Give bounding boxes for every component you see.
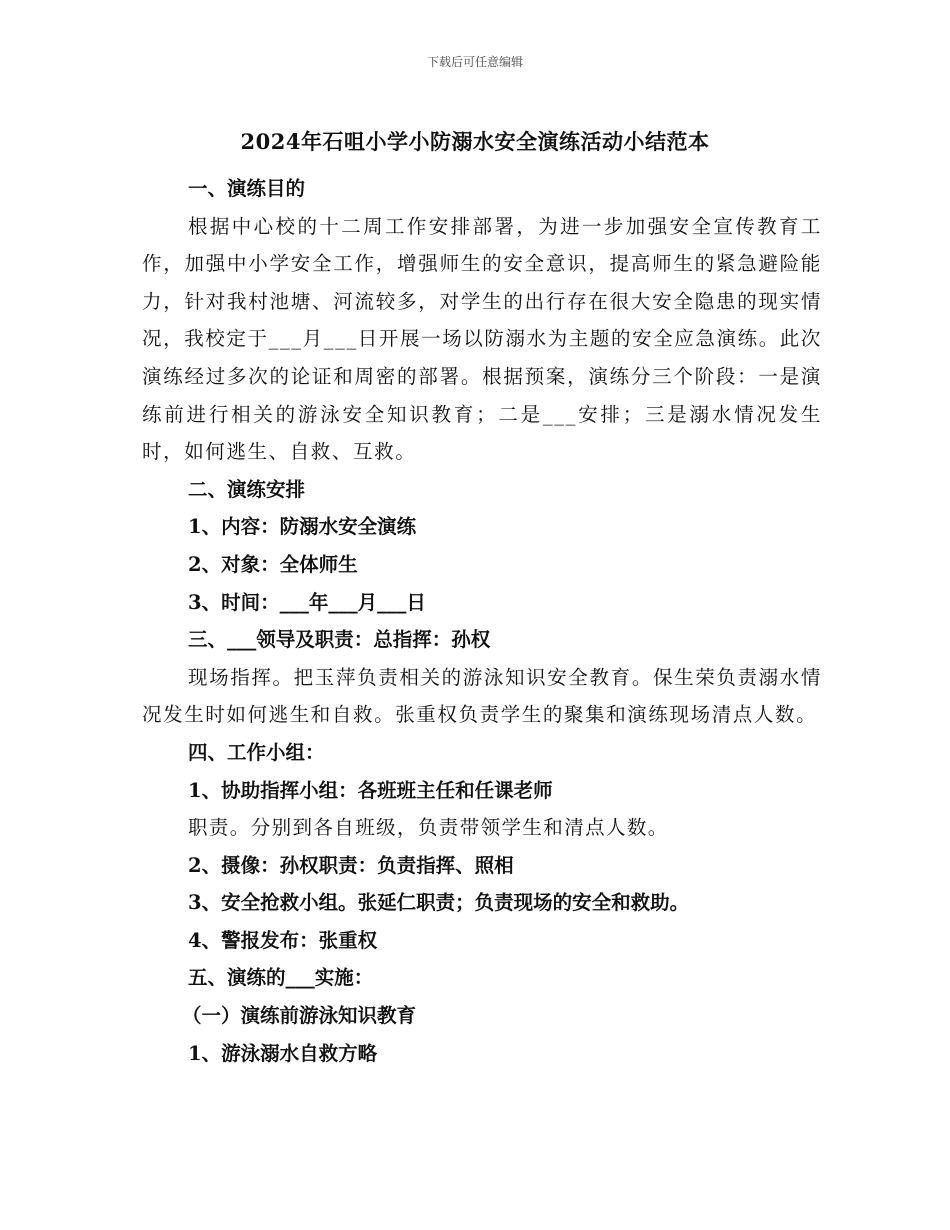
section-heading: 五、演练的___实施： (188, 966, 374, 990)
paragraph: 根据中心校的十二周工作安排部署，为进一步加强安全宣传教育工作，加强中小学安全工作，增强师生的安全意识，提高师生的紧急避险能力，针对我村池塘、河流较多，对学生的出行存在很大安全隐患的现实情况，我校定于___月___日开展一场以防溺水为主题的安全应急演练。此次演练经过多次的论证和周密的部署。根据预案，演练分三个阶段：一是演练前进行相关的游泳安全知识教育；二是___安排；三是溺水情况发生时，如何逃生、自救、互救。 (142, 214, 823, 464)
document-body (142, 170, 822, 1072)
section-heading: 一、演练目的 (188, 177, 306, 200)
list-item: 1、协助指挥小组：各班班主任和任课老师 (188, 778, 553, 802)
section-heading: 四、工作小组： (188, 740, 325, 764)
paragraph: 职责。分别到各自班级，负责带领学生和清点人数。 (188, 816, 669, 840)
list-item: 2、对象：全体师生 (188, 552, 358, 576)
section-heading: 三、___领导及职责：总指挥：孙权 (188, 628, 491, 652)
list-item: 4、警报发布：张重权 (188, 928, 378, 952)
section-heading: 二、演练安排 (188, 477, 306, 501)
document-title: 2024年石咀小学小防溺水安全演练活动小结范本 (240, 129, 710, 154)
list-item: 1、内容：防溺水安全演练 (188, 515, 417, 539)
subsection-heading: （一）演练前游泳知识教育 (182, 1004, 417, 1028)
list-item: 3、安全抢救小组。张延仁职责；负责现场的安全和救助。 (188, 891, 690, 915)
paragraph: 现场指挥。把玉萍负责相关的游泳知识安全教育。保生荣负责溺水情况发生时如何逃生和自救。张重权负责学生的聚集和演练现场清点人数。 (142, 665, 822, 727)
list-item: 2、摄像：孙权职责：负责指挥、照相 (188, 853, 514, 877)
list-item: 3、时间：___年___月___日 (188, 590, 426, 614)
list-item: 1、游泳溺水自救方略 (188, 1041, 378, 1065)
page-header-note: 下载后可任意编辑 (426, 55, 523, 69)
